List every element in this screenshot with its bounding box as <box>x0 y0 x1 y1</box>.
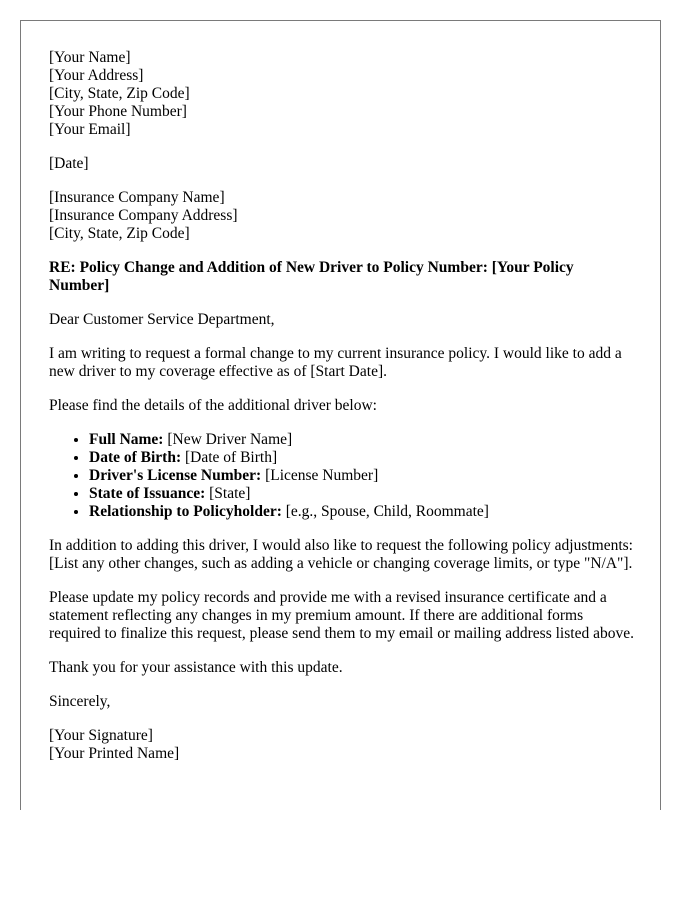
list-item-license-number <box>89 467 637 485</box>
sender-block <box>49 49 637 139</box>
letter-page <box>20 20 661 810</box>
recipient-company-name: [Insurance Company Name] <box>49 189 225 206</box>
detail-label: Full Name: <box>89 431 164 448</box>
details-intro-paragraph: Please find the details of the additional driver below: <box>49 397 377 414</box>
list-item-date-of-birth <box>89 449 637 467</box>
printed-name: [Your Printed Name] <box>49 745 180 762</box>
intro-paragraph: I am writing to request a formal change to my current insurance policy. I would like to add a new driver to my coverage effective as of [Start Date]. <box>49 345 622 380</box>
sender-phone: [Your Phone Number] <box>49 103 187 120</box>
letter-content <box>49 49 637 779</box>
date-block <box>49 155 637 173</box>
sender-address: [Your Address] <box>49 67 144 84</box>
detail-value: [e.g., Spouse, Child, Roommate] <box>281 503 489 520</box>
detail-value: [License Number] <box>261 467 379 484</box>
recipient-block <box>49 189 637 243</box>
detail-value: [Date of Birth] <box>181 449 278 466</box>
update-request-paragraph: Please update my policy records and provide me with a revised insurance certificate and a statement reflecting any changes in my premium amount. If there are additional forms required to finalize this request, please send them to my email or mailing address listed above. <box>49 589 634 642</box>
detail-label: State of Issuance: <box>89 485 206 502</box>
letter-date: [Date] <box>49 155 89 172</box>
detail-label: Relationship to Policyholder: <box>89 503 282 520</box>
detail-label: Date of Birth: <box>89 449 182 466</box>
recipient-city-state-zip: [City, State, Zip Code] <box>49 225 190 242</box>
subject-line: RE: Policy Change and Addition of New Driver to Policy Number: [Your Policy Number] <box>49 259 574 294</box>
list-item-relationship <box>89 503 637 521</box>
sender-name: [Your Name] <box>49 49 131 66</box>
recipient-company-address: [Insurance Company Address] <box>49 207 238 224</box>
thanks-paragraph: Thank you for your assistance with this update. <box>49 659 343 676</box>
detail-value: [State] <box>205 485 251 502</box>
detail-value: [New Driver Name] <box>163 431 293 448</box>
salutation: Dear Customer Service Department, <box>49 311 275 328</box>
sender-city-state-zip: [City, State, Zip Code] <box>49 85 190 102</box>
list-item-full-name <box>89 431 637 449</box>
signature-placeholder: [Your Signature] <box>49 727 153 744</box>
list-item-state-of-issuance <box>89 485 637 503</box>
detail-label: Driver's License Number: <box>89 467 262 484</box>
driver-details-list <box>49 431 637 521</box>
adjustments-paragraph: In addition to adding this driver, I would also like to request the following policy adjustments: [List any other changes, such as adding a vehicle or changing coverage limits, or type "N/A"]. <box>49 537 633 572</box>
signature-block <box>49 727 637 763</box>
sender-email: [Your Email] <box>49 121 131 138</box>
closing: Sincerely, <box>49 693 111 710</box>
